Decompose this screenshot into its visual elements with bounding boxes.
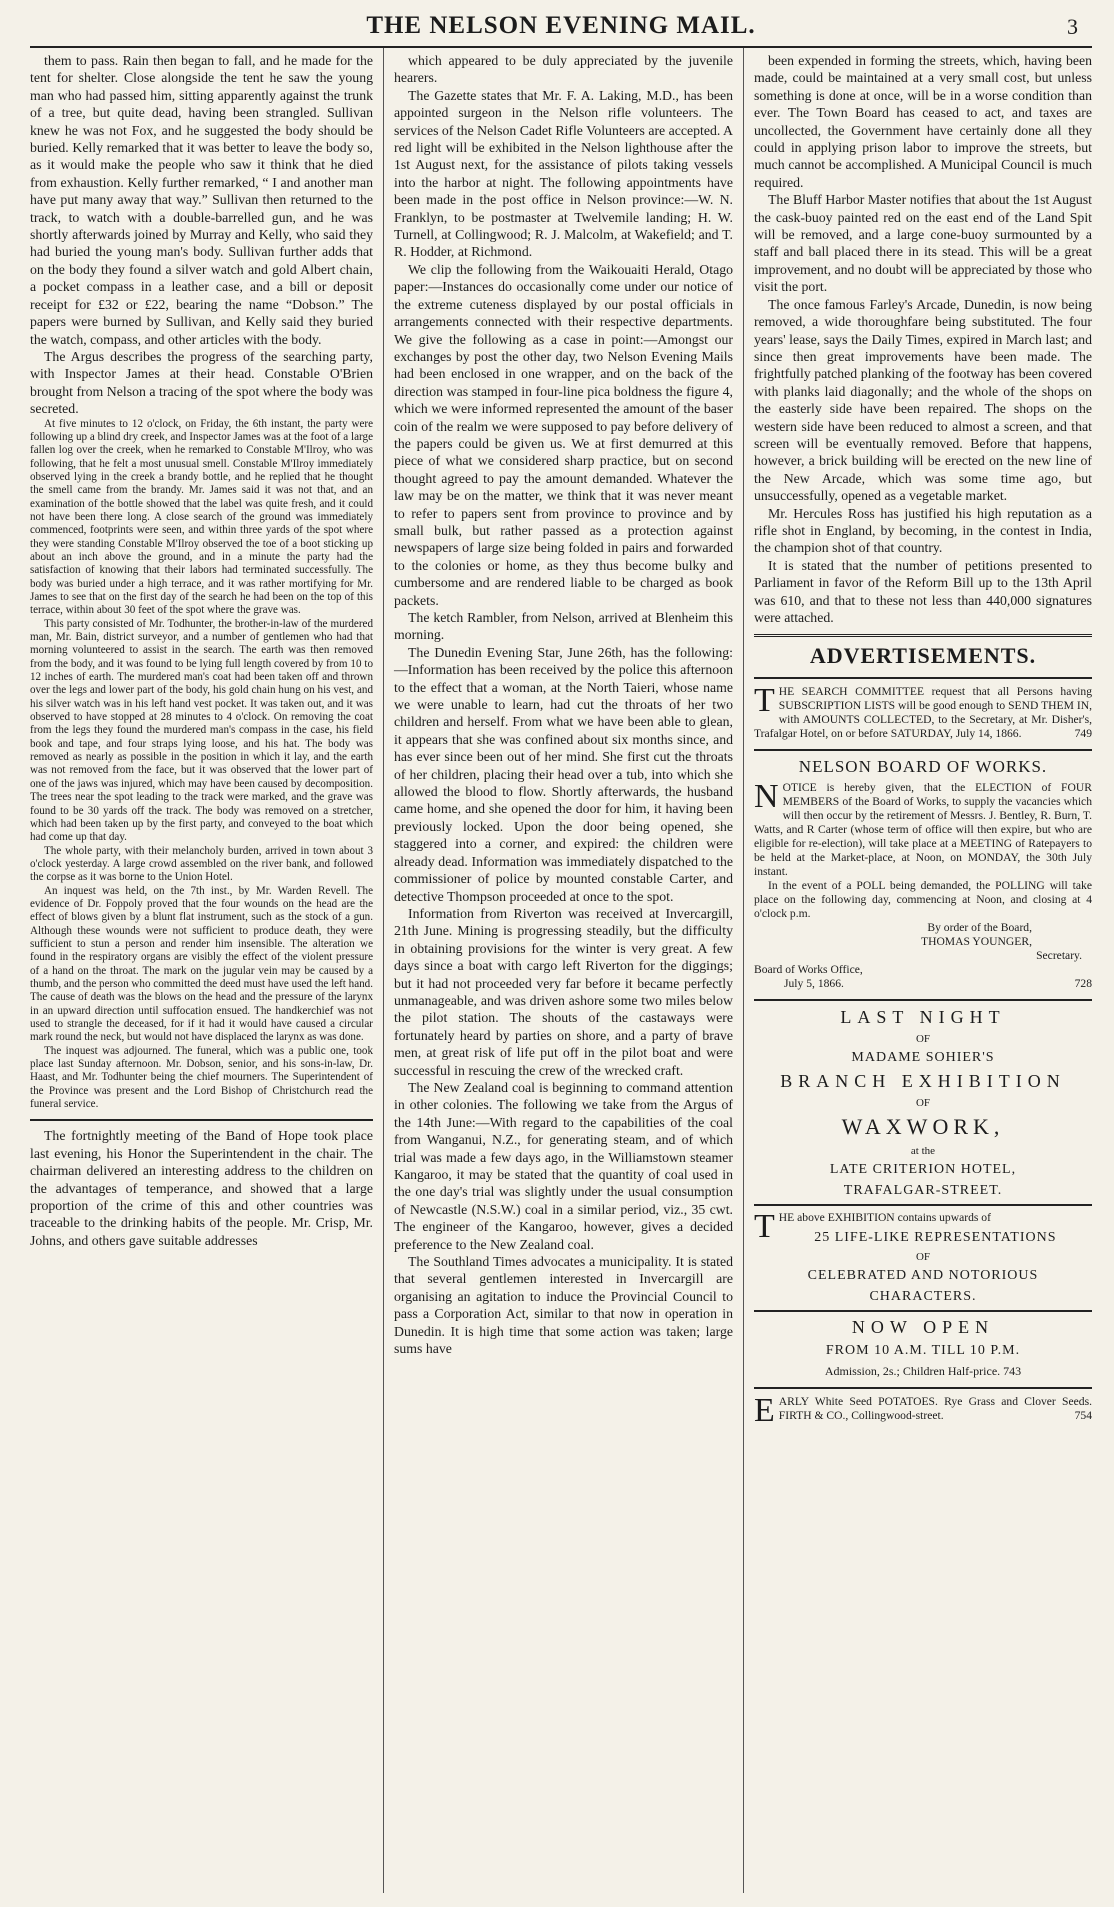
ad-line: CHARACTERS. xyxy=(869,1289,977,1305)
article-paragraph: them to pass. Rain then began to fall, and he made for the tent for shelter. Close alongside the tent he saw the young man who had passed him, sitting apparently against the trunk of a tree, but quite dead, having been strangled. Sullivan knew he was not Fox, and he suggested the body should be buried. Kelly remarked that it was better to leave the body so, as it would make the people who saw it think that he died from exhaustion. Kelly further remarked, “ I and another man have put many away that way.” Sullivan then returned to the track, to watch with a double-barrelled gun, and he was shortly afterwards joined by Murray and Kelly, who said they had buried the young man's body. Sullivan further adds that on the body they found a silver watch and gold Albert chain, a pocket compass in a leather case, and a bill or deposit receipt for £32 or £22, bearing the name “Dobson.” The papers were burned by Sullivan, and Kelly said they buried the watch, compass, and other articles with the body. xyxy=(30,53,373,347)
ad-number: 728 xyxy=(1074,977,1092,991)
column-divider xyxy=(30,1119,373,1121)
columns xyxy=(30,48,1092,1893)
ad-line: OF xyxy=(915,1033,931,1046)
ad-signature: By order of the Board, xyxy=(927,921,1032,935)
ad-text: THE above EXHIBITION contains upwards of xyxy=(754,1208,991,1246)
small-print-block xyxy=(30,418,373,1112)
section-divider xyxy=(754,677,1092,679)
ad-text: THE SEARCH COMMITTEE request that all Persons having SUBSCRIPTION LISTS will be good enough to SEND THEM IN, with AMOUNTS COLLECTED, to the Secretary, at Mr. Disher's, Trafalgar Hotel, on or before SATURDAY, July 14, 1866. xyxy=(754,682,1092,741)
page-number: 3 xyxy=(1067,14,1078,39)
board-of-works-ad xyxy=(754,757,1092,991)
article-paragraph: Mr. Hercules Ross has justified his high reputation as a rifle shot in England, by becoming, in the contest in India, the champion shot of that country. xyxy=(754,505,1092,556)
ad-line: Admission, 2s.; Children Half-price. xyxy=(824,1364,1001,1379)
article-paragraph: The inquest was adjourned. The funeral, which was a public one, took place last Sunday afternoon. Mr. Dobson, senior, and his sons-in-law, Dr. Haast, and Mr. Todhunter being the chief mourners. The Superintendent of the Province was present and the Lord Bishop of Christchurch read the funeral service. xyxy=(30,1044,373,1111)
ad-date: July 5, 1866. xyxy=(784,977,844,991)
ad-divider xyxy=(754,749,1092,751)
column-2 xyxy=(384,48,744,1893)
masthead xyxy=(30,8,1092,48)
ad-line: NOW OPEN xyxy=(851,1317,995,1338)
ad-line: at the xyxy=(910,1145,936,1158)
column-1 xyxy=(30,48,384,1893)
advertisements-heading: ADVERTISEMENTS. xyxy=(809,643,1037,669)
article-paragraph: It is stated that the number of petitions presented to Parliament in favor of the Reform Bill up to the 13th April was 610, and that to these not less than 440,000 signatures were attached. xyxy=(754,557,1092,625)
ad-text: In the event of a POLL being demanded, the POLLING will take place on the following day, commencing at Noon, and closing at 4 o'clock p.m. xyxy=(754,879,1092,921)
ad-title: NELSON BOARD OF WORKS. xyxy=(798,757,1048,777)
potatoes-ad xyxy=(754,1392,1092,1430)
search-committee-ad xyxy=(754,682,1092,741)
ad-line: 25 LIFE-LIKE REPRESENTATIONS xyxy=(814,1230,1057,1246)
article-paragraph: This party consisted of Mr. Todhunter, the brother-in-law of the murdered man, Mr. Bain, district surveyor, and a number of gentlemen who had that morning volunteered to assist in the search. The earth was then removed from the body, and it was found to be lying full length covered by from 10 to 12 inches of earth. The murdered man's coat had been taken off and thrown over the legs and lower part of the body, his gold chain hung on his vest, and his silver watch was in his left hand vest pocket. It was taken out, and it was observed to have stopped at 28 minutes to 4 o'clock. On removing the coat from the legs they found the murdered man's compass in the case, his field book and tape, and four straps lying loose, and his hat. The body was removed as nearly as possible in the position in which it lay, and the earth was not removed from the face, but it was observed that the lower part of one of the jaws was injured, which may have been caused by decomposition. The trees near the spot leading to the track were marked, and the grave was found to be 30 yards off the track. The body was removed on a stretcher, which had been taken up by the first party, and conveyed to the boat which had come up that day. xyxy=(30,617,373,844)
ad-signature: Secretary. xyxy=(1036,949,1082,963)
ad-line: LAST NIGHT xyxy=(840,1007,1006,1028)
article-paragraph: An inquest was held, on the 7th inst., by Mr. Warden Revell. The evidence of Dr. Foppoly proved that the four wounds on the head are the effect of blows given by a blunt flat instrument, such as the stock of a gun. Although these wounds were not sufficient to produce death, they were sufficient to stun a person and render him insensible. The alteration we found in the respiratory organs are visibly the effect of the violent pressure of a hand on the throat. The mark on the jugular vein may be caused by a thumb, and the person who committed the deed must have used the left hand. The cause of death was the blows on the head and the pressure of the larynx in an upward direction until suffocation ensued. The handkerchief was not used to strangle the deceased, for if it had it would have caused a circular mark round the neck, but would not have displaced the larynx as was done. xyxy=(30,884,373,1044)
ad-text: EARLY White Seed POTATOES. Rye Grass and Clover Seeds. FIRTH & CO., Collingwood-street. xyxy=(754,1392,1092,1430)
column-3 xyxy=(744,48,1092,1893)
article-paragraph: The Dunedin Evening Star, June 26th, has the following:—Information has been received by the police this afternoon to the effect that a woman, at the North Taieri, whose name we were unable to learn, had cut the throats of her two children and herself. From what we have been able to glean, it appears that she was confined about six months since, and has ever since been out of her mind. She first cut the throats of her children, placing their head over a tub, into which she allowed the blood to flow. Shortly afterwards, the husband came home, and she opened the door for him, it having been previously locked. Upon the door being opened, she staggered into a corner, and expired: the children were already dead. Information was immediately dispatched to the commissioner of police by mounted constable Carter, and detective Thompson proceeded at once to the spot. xyxy=(394,644,733,904)
article-paragraph: The once famous Farley's Arcade, Dunedin, is now being removed, a wide thoroughfare being substituted. The four years' lease, says the Daily Times, expired in March last; and since then great improvements have been made. The frightfully patched planking of the footway has been covered with planks laid diagonally; and the whole of the shops on the easterly side have been repaired. The shops on the western side have been reduced to almost a screen, and that screen will be eventually removed. Before that happens, however, a brick building will be erected on the new line of the New Arcade, which was some time ago, but unsuccessfully, opened as a vegetable market. xyxy=(754,296,1092,504)
ad-line: CELEBRATED AND NOTORIOUS xyxy=(807,1268,1039,1284)
article-paragraph: The ketch Rambler, from Nelson, arrived at Blenheim this morning. xyxy=(394,610,733,643)
ad-number: 754 xyxy=(1074,1409,1092,1423)
article-paragraph: been expended in forming the streets, which, having been made, could be maintained at a very small cost, but unless something is done at once, will be in a worse condition than ever. The Town Board has ceased to act, and taxes are uncollected, the Government have certainly done all they could in applying prison labor to improve the streets, but much cannot be accomplished. A Municipal Council is much required. xyxy=(754,53,1092,190)
article-paragraph: The Southland Times advocates a municipality. It is stated that several gentlemen interested in Invercargill are organising an agitation to induce the Provincial Council to pass a Corporation Act, similar to that now in operation in Dunedin. It is high time that some action was taken; large sums have xyxy=(394,1254,733,1357)
ad-inner-divider xyxy=(754,1204,1092,1206)
article-paragraph: which appeared to be duly appreciated by the juvenile hearers. xyxy=(394,53,733,86)
ad-divider xyxy=(754,999,1092,1001)
waxwork-ad xyxy=(754,1007,1092,1379)
article-paragraph: At five minutes to 12 o'clock, on Friday, the 6th instant, the party were following up a blind dry creek, and Inspector James was at the foot of a large fallen log over the creek, when he remarked to Constable M'Ilroy, who was following, that he felt a most unusual smell. Constable M'Ilroy immediately observed lying in the creek a brandy bottle, and he replied that he thought the smell came from the brandy. Mr. James said it was not that, and an examination of the bottle showed that the label was quite fresh, and it could not have been there long. A close search of the ground was immediately commenced, footprints were seen, and within three yards of the spot where they were standing Constable M'Ilroy observed the toe of a boot sticking up about an inch above the ground, and in a minute the party had the satisfaction of knowing that their labors had terminated successfully. The body was buried under a high terrace, and it was rather mortifying for Mr. James to see that on the first day of the search he had been on the top of this terrace, within about 30 feet of the spot where the grave was. xyxy=(30,417,373,617)
ad-line: MADAME SOHIER'S xyxy=(851,1050,995,1066)
ad-line: FROM 10 A.M. TILL 10 P.M. xyxy=(825,1343,1021,1359)
article-paragraph: The Bluff Harbor Master notifies that about the 1st August the cask-buoy painted red on the east end of the Land Spit will be removed, and a large cone-buoy surmounted by a staff and ball placed there in its stead. This will be a great improvement, and no doubt will be appreciated by those who visit the port. xyxy=(754,192,1092,295)
ad-inner-divider xyxy=(754,1310,1092,1312)
article-paragraph: Information from Riverton was received at Invercargill, 21th June. Mining is progressing steadily, but the difficulty in obtaining provisions for the winter is very great. A few days since a boat with cargo left Riverton for the diggings; but it had not proceeded very far before it became perfectly unmanageable, and was driven ashore some two miles below the pilot station. The shouts of the castaways were fortunately heard by parties on shore, and a party of brave men, at great risk of life put off in the pilot boat and were successful in rescuing the crew of the wrecked craft. xyxy=(394,905,733,1078)
ad-line: TRAFALGAR-STREET. xyxy=(843,1183,1003,1199)
ad-signature: THOMAS YOUNGER, xyxy=(920,935,1032,949)
ad-divider xyxy=(754,1387,1092,1389)
article-paragraph: The Gazette states that Mr. F. A. Laking, M.D., has been appointed surgeon in the Nelson rifle volunteers. The services of the Nelson Cadet Rifle Volunteers are accepted. A red light will be exhibited in the Nelson lighthouse after the 1st August next, for the assistance of pilots taking vessels into the harbor at night. The following appointments have been made in the post office in Nelson province:—W. N. Franklyn, to be postmaster at Twelvemile landing; H. W. Turnell, at Collingwood; R. J. Malcolm, at Wakefield; and T. R. Hodder, at Richmond. xyxy=(394,87,733,260)
ad-line: WAXWORK, xyxy=(841,1114,1005,1140)
ad-number: 749 xyxy=(1074,727,1092,741)
ad-number: 743 xyxy=(1003,1364,1022,1379)
ad-line: LATE CRITERION HOTEL, xyxy=(829,1162,1017,1178)
article-paragraph: The Argus describes the progress of the searching party, with Inspector James at their head. Constable O'Brien brought from Nelson a tracing of the spot where the body was secreted. xyxy=(30,348,373,417)
section-divider xyxy=(754,634,1092,637)
ad-line: OF xyxy=(915,1251,931,1264)
ad-line: OF xyxy=(915,1097,931,1110)
ad-office: Board of Works Office, xyxy=(754,963,863,977)
article-paragraph: The New Zealand coal is beginning to command attention in other colonies. The following we take from the Argus of the 14th June:—With regard to the capabilities of the coal from Wanganui, N.Z., for generating steam, and of which trial was made a few days ago, in the Williamstown steamer Kangaroo, it may be stated that the quantity of coal used in the one day's trial was slightly under the usual consumption of Newcastle (N.S.W.) coal in a similar period, viz., 35 cwt. The engineer of the Kangaroo, however, gives a decided preference to the New Zealand coal. xyxy=(394,1079,733,1252)
ad-line: BRANCH EXHIBITION xyxy=(780,1071,1066,1092)
ad-text: NOTICE is hereby given, that the ELECTION of FOUR MEMBERS of the Board of Works, to supply the vacancies which will then occur by the retirement of Messrs. J. Bentley, R. Burn, T. Watts, and R Carter (whose term of office will then expire, but who are eligible for re-election), will take place at a MEETING of Ratepayers to be held at the Market-place, at Noon, on MONDAY, the 30th July instant. xyxy=(754,778,1092,879)
article-paragraph: The fortnightly meeting of the Band of Hope took place last evening, his Honor the Superintendent in the chair. The chairman delivered an interesting address to the children on the advantages of temperance, and showed that a large proportion of the crime of this and other countries was traceable to the drinking habits of the people. Mr. Crisp, Mr. Johns, and others gave suitable addresses xyxy=(30,1128,373,1248)
article-paragraph: We clip the following from the Waikouaiti Herald, Otago paper:—Instances do occasionally come under our notice of the extreme cuteness displayed by our postal officials in arrangements connected with their respective departments. We give the following as a case in point:—Amongst our exchanges by post the other day, two Nelson Evening Mails had been enclosed in one wrapper, and on the back of the direction was stamped in four-line pica boldness the figure 4, which we were informed represented the amount of the baser coin of the realm we were supposed to pay before delivery of the papers could be given us. We at first demurred at this piece of what we considered sharp practice, but on second thought agreed to pay the amount demanded. Whatever the law may be on the matter, we think that it was never meant to refer to papers sent from province to province and by small bulk, but rather passed as a protection against newspapers of large size being folded in pairs and forwarded to the colonies or home, as they thus become bulky and cumbersome and are rendered liable to be charged as book packets. xyxy=(394,261,733,608)
newspaper-title: THE NELSON EVENING MAIL. xyxy=(366,12,756,39)
article-paragraph: The whole party, with their melancholy burden, arrived in town about 3 o'clock yesterday. A large crowd assembled on the river bank, and followed the corpse as it was borne to the Union Hotel. xyxy=(30,844,373,884)
